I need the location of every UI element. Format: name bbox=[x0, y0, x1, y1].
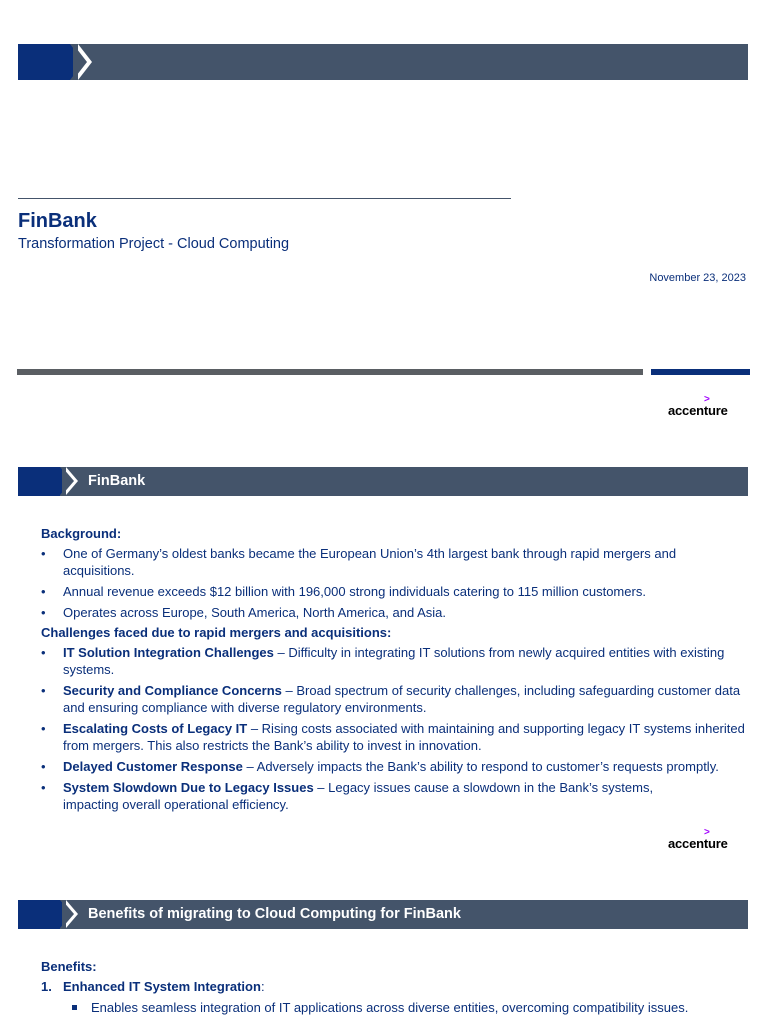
bullet-icon: • bbox=[41, 605, 46, 620]
benefits-heading: Benefits: bbox=[41, 959, 97, 974]
section-header-chevron-fill bbox=[62, 467, 74, 495]
background-list bbox=[41, 545, 746, 621]
bullet-icon: • bbox=[41, 780, 46, 795]
finbank-content bbox=[41, 526, 746, 817]
list-item: • IT Solution Integration Challenges – Difficulty in integrating IT solutions from newly acquired entities with existing systems. bbox=[41, 645, 725, 677]
section-header-navy-block bbox=[18, 467, 60, 496]
challenges-list bbox=[41, 644, 746, 813]
accenture-logo-text: accenture bbox=[668, 403, 728, 418]
bullet-icon: • bbox=[41, 584, 46, 599]
title-slide-header-bar bbox=[18, 44, 748, 80]
list-item: Enables seamless integration of IT applications across diverse entities, overcoming compatibility issues. bbox=[63, 999, 746, 1016]
list-item: • Operates across Europe, South America, North America, and Asia. bbox=[41, 605, 446, 620]
accenture-logo-text: accenture bbox=[668, 836, 728, 851]
accenture-logo bbox=[668, 827, 728, 851]
accenture-logo bbox=[668, 394, 728, 418]
list-item: 1. Enhanced IT System Integration: Enables seamless integration of IT applications across diverse entities, overcoming compatibility issues. bbox=[41, 978, 746, 1016]
challenges-heading: Challenges faced due to rapid mergers and acquisitions: bbox=[41, 625, 392, 640]
accenture-logo-mark-icon: > bbox=[704, 394, 710, 405]
benefits-section-header bbox=[18, 900, 748, 929]
footer-rule-gray bbox=[17, 369, 643, 375]
bullet-icon: • bbox=[41, 546, 46, 561]
section-header-navy-block bbox=[18, 900, 60, 929]
list-item: • Security and Compliance Concerns – Broad spectrum of security challenges, including safeguarding customer data and ensuring compliance with diverse regulatory environments. bbox=[41, 683, 741, 715]
bullet-icon: • bbox=[41, 721, 46, 736]
header-bar-navy-block bbox=[18, 44, 70, 80]
bullet-icon: • bbox=[41, 683, 46, 698]
section-header-title: Benefits of migrating to Cloud Computing for FinBank bbox=[88, 906, 461, 922]
benefit-sublist bbox=[63, 999, 746, 1016]
slide-title: FinBank bbox=[18, 210, 97, 232]
list-item: • Escalating Costs of Legacy IT – Rising costs associated with maintaining and supporting legacy IT systems inherited from mergers. This also restricts the Bank’s ability to invest in innovation. bbox=[41, 721, 745, 753]
list-item: • System Slowdown Due to Legacy Issues – Legacy issues cause a slowdown in the Bank’s systems, impacting overall operational efficiency. bbox=[41, 780, 654, 812]
list-item: • Annual revenue exceeds $12 billion with 196,000 strong individuals catering to 115 million customers. bbox=[41, 584, 646, 599]
title-rule bbox=[18, 198, 511, 199]
footer-rule-blue bbox=[651, 369, 750, 375]
bullet-icon: • bbox=[41, 759, 46, 774]
slide-subtitle: Transformation Project - Cloud Computing bbox=[18, 236, 290, 252]
section-header-title: FinBank bbox=[88, 473, 146, 489]
accenture-logo-mark-icon: > bbox=[704, 827, 710, 838]
bullet-icon: • bbox=[41, 645, 46, 660]
list-item: • One of Germany’s oldest banks became the European Union’s 4th largest bank through rapid mergers and acquisitions. bbox=[41, 546, 677, 578]
slide-date: November 23, 2023 bbox=[649, 272, 746, 284]
list-number: 1. bbox=[41, 979, 52, 994]
benefits-content bbox=[41, 959, 746, 1016]
benefits-list bbox=[41, 978, 746, 1016]
square-bullet-icon bbox=[72, 1005, 77, 1010]
finbank-section-header bbox=[18, 467, 748, 496]
section-header-chevron-fill bbox=[62, 900, 74, 928]
header-bar-chevron-fill bbox=[73, 44, 87, 80]
background-heading: Background: bbox=[41, 526, 122, 541]
benefit-title: Enhanced IT System Integration bbox=[63, 979, 261, 994]
list-item: • Delayed Customer Response – Adversely impacts the Bank’s ability to respond to customer’s requests promptly. bbox=[41, 759, 719, 774]
